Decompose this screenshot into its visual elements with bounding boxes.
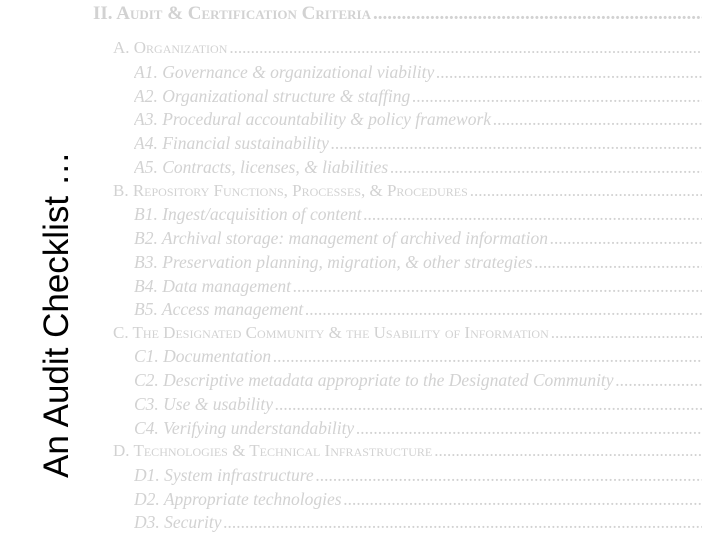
toc-section-c — [113, 323, 702, 345]
dot-leader — [551, 323, 702, 343]
dot-leader — [344, 489, 702, 510]
toc-item-label: C4. Verifying understandability — [134, 418, 355, 438]
toc-item-c4 — [134, 418, 702, 440]
slide-title: An Audit Checklist … — [37, 151, 76, 478]
dot-leader — [390, 157, 702, 178]
toc-item-d2 — [134, 489, 702, 511]
toc-item-c2 — [134, 370, 702, 392]
dot-leader — [436, 62, 702, 83]
toc-item-label: A2. Organizational structure & staffing — [134, 86, 411, 106]
toc-item-label: D3. Security — [134, 512, 222, 532]
dot-leader — [412, 86, 702, 107]
toc-item-b2 — [134, 228, 702, 250]
dot-leader — [229, 38, 702, 58]
dot-leader — [356, 418, 702, 439]
dot-leader — [373, 3, 702, 25]
dot-leader — [305, 299, 702, 320]
dot-leader — [470, 181, 702, 201]
toc-section-b — [113, 181, 702, 203]
dot-leader — [363, 204, 702, 225]
dot-leader — [493, 109, 702, 130]
toc-item-label: D1. System infrastructure — [134, 465, 314, 485]
toc-item-b3 — [134, 252, 702, 274]
toc-item-label: B4. Data management — [134, 276, 291, 296]
toc-item-d3 — [134, 512, 702, 534]
toc-item-c3 — [134, 394, 702, 416]
toc-item-c1 — [134, 346, 702, 368]
toc-section-label: D. Technologies & Technical Infrastructure — [113, 441, 433, 460]
toc-item-label: A1. Governance & organizational viability — [134, 62, 435, 82]
toc-item-b1 — [134, 204, 702, 226]
dot-leader — [293, 276, 702, 297]
toc-item-a3 — [134, 109, 702, 131]
toc-item-label: C3. Use & usability — [134, 394, 274, 414]
toc-item-label: C1. Documentation — [134, 346, 272, 366]
dot-leader — [616, 370, 702, 391]
toc-item-label: D2. Appropriate technologies — [134, 489, 342, 509]
toc-item-label: B1. Ingest/acquisition of content — [134, 204, 362, 224]
toc-heading — [93, 3, 702, 25]
toc-item-label: A5. Contracts, licenses, & liabilities — [134, 157, 389, 177]
toc-heading-label: II. Audit & Certification Criteria — [93, 3, 371, 24]
dot-leader — [434, 441, 702, 461]
dot-leader — [273, 346, 702, 367]
toc-section-d — [113, 441, 702, 463]
toc-item-a5 — [134, 157, 702, 179]
toc-item-b5 — [134, 299, 702, 321]
dot-leader — [275, 394, 702, 415]
toc-item-label: B2. Archival storage: management of archived information — [134, 228, 548, 248]
toc-item-d1 — [134, 465, 702, 487]
toc-item-a4 — [134, 133, 702, 155]
toc-item-label: B5. Access management — [134, 299, 304, 319]
dot-leader — [550, 228, 702, 249]
toc-item-label: C2. Descriptive metadata appropriate to the Designated Community — [134, 370, 614, 390]
toc-item-label: A4. Financial sustainability — [134, 133, 329, 153]
toc-section-label: B. Repository Functions, Processes, & Procedures — [113, 181, 468, 200]
toc-section-label: C. The Designated Community & the Usability of Information — [113, 323, 549, 342]
toc-item-b4 — [134, 276, 702, 298]
toc-section-label: A. Organization — [113, 38, 228, 57]
dot-leader — [534, 252, 702, 273]
dot-leader — [316, 465, 702, 486]
toc-item-label: A3. Procedural accountability & policy framework — [134, 109, 492, 129]
toc-section-a — [113, 38, 702, 60]
toc-item-a2 — [134, 86, 702, 108]
dot-leader — [331, 133, 702, 154]
dot-leader — [223, 512, 702, 533]
toc-item-label: B3. Preservation planning, migration, & other strategies — [134, 252, 533, 272]
toc-item-a1 — [134, 62, 702, 84]
